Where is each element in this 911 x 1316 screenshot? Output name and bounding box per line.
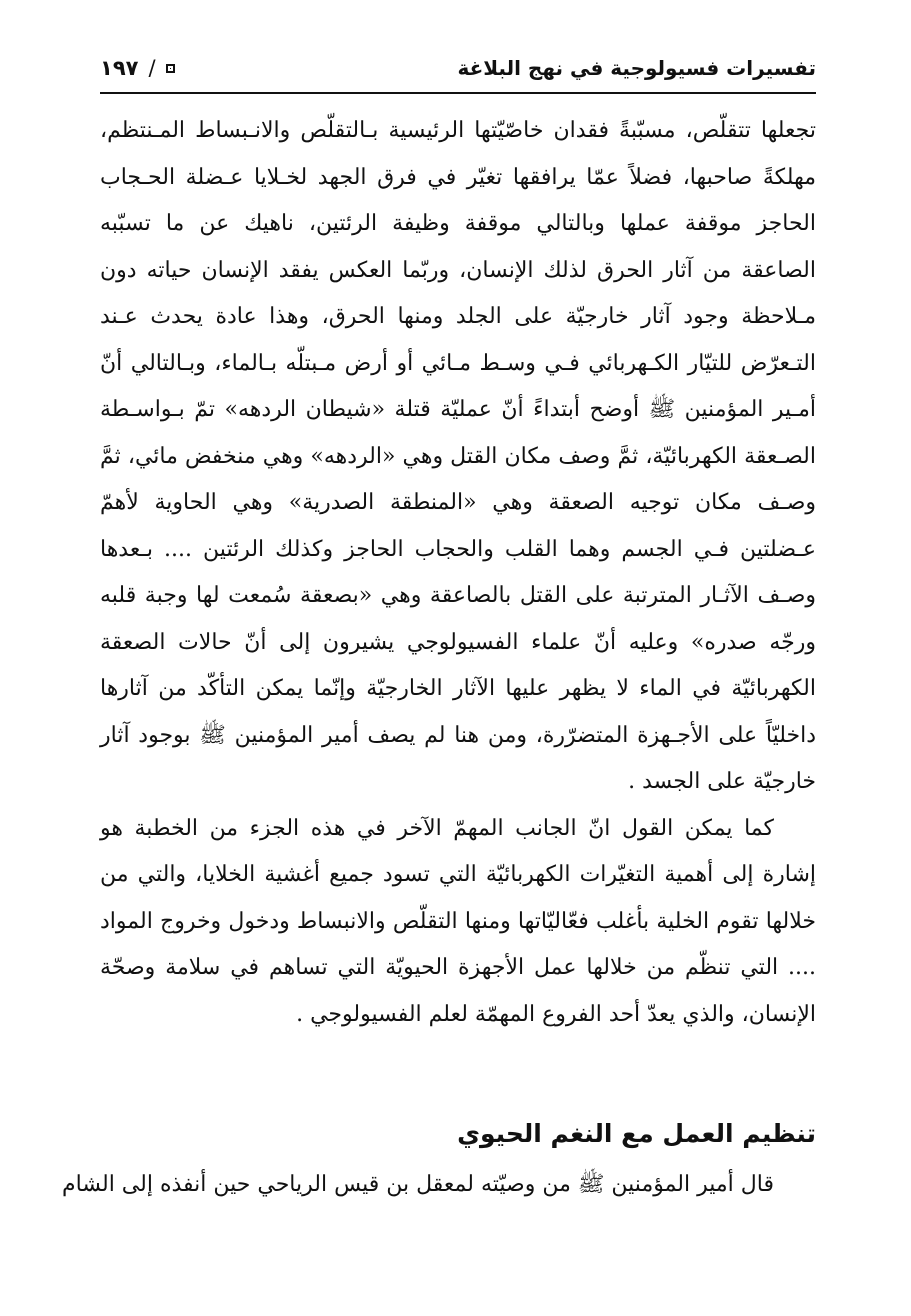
running-title: تفسيرات فسيولوجية في نهج البلاغة <box>457 56 816 80</box>
folio-ornament-icon <box>166 64 175 73</box>
page-header <box>100 48 816 88</box>
header-rule <box>100 92 816 94</box>
folio-separator: / <box>148 56 156 80</box>
paragraph-2: كما يمكن القول انّ الجانب المهمّ الآخر في هذه الجزء من الخطبة هو إشارة إلى أهمية التغيّرات الكهربائيّة التي تسود جميع أغشية الخلايا، والتي من خلالها تقوم الخلية بأغلب فعّاليّاتها ومنها التقلّص والانبساط ودخول وخروج المواد .... التي تنظّم من خلالها عمل الأجهزة الحيويّة التي تساهم في سلامة وصحّة الإنسان، والذي يعدّ أحد الفروع المهمّة لعلم الفسيولوجي . <box>100 815 816 1027</box>
paragraph-1: تجعلها تتقلّص، مسبّبةً فقدان خاصّيّتها الرئيسية بـالتقلّص والانـبساط المـنتظم، مهلكةً صاحبها، فضلاً عمّا يرافقها تغيّر في فرق الجهد لخـلايا عـضلة الحـجاب الحاجز موقفة عملها وبالتالي موقفة وظيفة الرئتين، ناهيك عن ما تسبّبه الصاعقة من آثار الحرق لذلك الإنسان، وربّما العكس يفقد الإنسان حياته دون مـلاحظة وجود آثار خارجيّة على الجلد ومنها الحرق، وهذا عادة يحدث عـند التـعرّض للتيّار الكـهربائي فـي وسـط مـائي أو أرض مـبتلّه بـالماء، وبـالتالي أنّ أمـير المؤمنين ﷺ أوضح أبتداءً أنّ عمليّة قتلة «شيطان الردهه» تمّ بـواسـطة الصـعقة الكهربائيّة، ثمَّ وصف مكان القتل وهي «الردهه» وهي منخفض مائي، ثمَّ وصـف مكان توجيه الصعقة وهي «المنطقة الصدرية» وهي الحاوية لأهمّ عـضلتين فـي الجسم وهما القلب والحجاب الحاجز وكذلك الرئتين .... بـعدها وصـف الآثـار المترتبة على القتل بالصاعقة وهي «بصعقة سُمعت لها وجبة قلبه ورجّه صدره» وعليه أنّ علماء الفسيولوجي يشيرون إلى أنّ حالات الصعقة الكهربائيّة في الماء لا يظهر عليها الآثار الخارجيّة وإنّما يمكن التأكّد من آثارها داخليّاً على الأجـهزة المتضرّرة، ومن هنا لم يصف أمير المؤمنين ﷺ بوجود آثار خارجيّة على الجسد . <box>100 118 816 794</box>
folio <box>100 56 175 80</box>
body-text <box>100 108 816 1038</box>
page-number: ١٩٧ <box>100 56 139 80</box>
section-heading: تنظيم العمل مع النغم الحيوي <box>457 1119 816 1148</box>
section-first-line: قال أمير المؤمنين ﷺ من وصيّته لمعقل بن قيس الرياحي حين أنفذه إلى الشام <box>62 1172 774 1197</box>
